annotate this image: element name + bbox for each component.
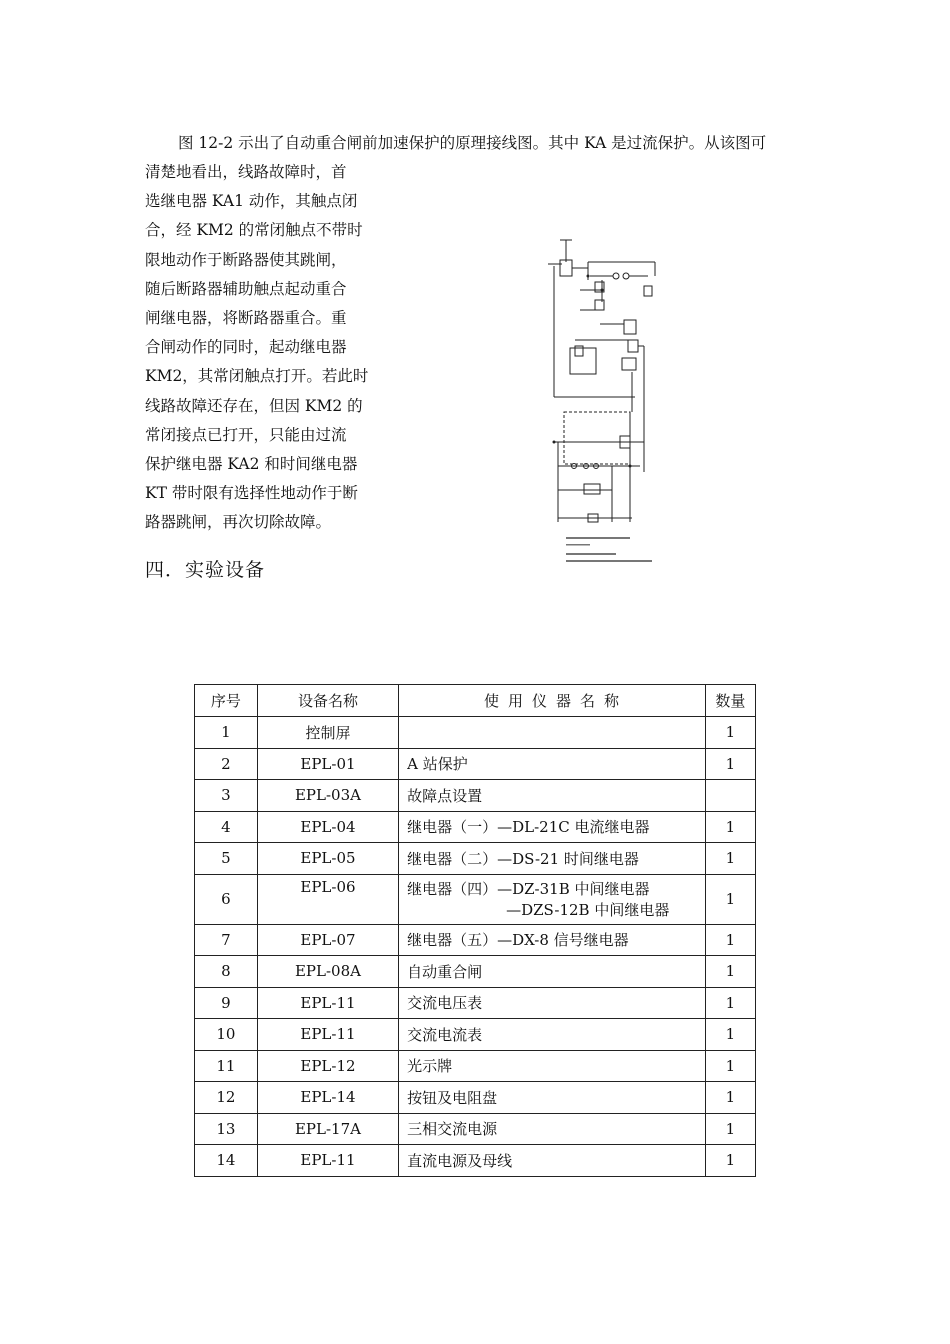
table-row <box>195 1113 756 1145</box>
cell-device: EPL-04 <box>257 811 398 843</box>
cell-device: EPL-11 <box>257 1019 398 1051</box>
paragraph-line: 限地动作于断路器使其跳闸， <box>145 250 347 269</box>
cell-device: EPL-07 <box>257 924 398 956</box>
cell-instrument: 继电器（二）—DS-21 时间继电器 <box>399 843 706 875</box>
cell-no: 3 <box>195 780 258 812</box>
section-heading: 四．实验设备 <box>145 559 266 581</box>
cell-device: EPL-03A <box>257 780 398 812</box>
cell-device: EPL-08A <box>257 956 398 988</box>
paragraph-body <box>145 158 385 538</box>
cell-instrument: 三相交流电源 <box>399 1113 706 1145</box>
paragraph-line: 常闭接点已打开，只能由过流 <box>145 425 347 444</box>
paragraph-line: 清楚地看出，线路故障时，首 <box>145 163 347 181</box>
cell-no: 5 <box>195 843 258 875</box>
cell-qty: 1 <box>705 1019 755 1051</box>
cell-qty: 1 <box>705 987 755 1019</box>
cell-no: 2 <box>195 748 258 780</box>
table-row <box>195 924 756 956</box>
cell-no: 14 <box>195 1145 258 1177</box>
header-instrument: 使用仪器名称 <box>399 685 706 717</box>
wiring-diagram-figure <box>540 232 675 587</box>
paragraph-line: 随后断路器辅助触点起动重合 <box>145 279 347 298</box>
cell-qty: 1 <box>705 1113 755 1145</box>
cell-device: EPL-12 <box>257 1050 398 1082</box>
paragraph-line: 保护继电器 KA2 和时间继电器 <box>145 455 358 474</box>
cell-qty: 1 <box>705 1082 755 1114</box>
cell-qty: 1 <box>705 924 755 956</box>
cell-qty: 1 <box>705 811 755 843</box>
cell-no: 11 <box>195 1050 258 1082</box>
header-device: 设备名称 <box>257 685 398 717</box>
cell-instrument: 继电器（五）—DX-8 信号继电器 <box>399 924 706 956</box>
cell-instrument: 故障点设置 <box>399 780 706 812</box>
table-row <box>195 1019 756 1051</box>
cell-instrument: 交流电压表 <box>399 987 706 1019</box>
table-row <box>195 1050 756 1082</box>
cell-device: EPL-05 <box>257 843 398 875</box>
cell-no: 13 <box>195 1113 258 1145</box>
paragraph-line: 合闸动作的同时，起动继电器 <box>145 338 347 357</box>
paragraph-line: 合，经 KM2 的常闭触点不带时 <box>145 221 363 240</box>
table-row <box>195 780 756 812</box>
cell-instrument: 光示牌 <box>399 1050 706 1082</box>
table-row <box>195 1145 756 1177</box>
cell-device: EPL-11 <box>257 987 398 1019</box>
cell-device: EPL-11 <box>257 1145 398 1177</box>
cell-no: 7 <box>195 924 258 956</box>
table-header-row <box>195 685 756 717</box>
cell-no: 12 <box>195 1082 258 1114</box>
table-row <box>195 717 756 749</box>
cell-instrument: 直流电源及母线 <box>399 1145 706 1177</box>
table-row <box>195 843 756 875</box>
cell-device: EPL-14 <box>257 1082 398 1114</box>
cell-no: 8 <box>195 956 258 988</box>
table-row <box>195 748 756 780</box>
paragraph-line: KT 带时限有选择性地动作于断 <box>145 484 358 503</box>
cell-device: EPL-01 <box>257 748 398 780</box>
cell-qty: 1 <box>705 748 755 780</box>
cell-no: 4 <box>195 811 258 843</box>
cell-no: 10 <box>195 1019 258 1051</box>
table-row <box>195 1082 756 1114</box>
cell-qty: 1 <box>705 717 755 749</box>
cell-qty: 1 <box>705 1145 755 1177</box>
cell-device: EPL-17A <box>257 1113 398 1145</box>
cell-instrument <box>399 874 706 924</box>
cell-instrument: A 站保护 <box>399 748 706 780</box>
cell-device: EPL-06 <box>257 874 398 924</box>
cell-instrument: 继电器（一）—DL-21C 电流继电器 <box>399 811 706 843</box>
table-row <box>195 956 756 988</box>
cell-no: 1 <box>195 717 258 749</box>
cell-qty: 1 <box>705 956 755 988</box>
table-row <box>195 874 756 924</box>
cell-device: 控制屏 <box>257 717 398 749</box>
cell-qty: 1 <box>705 1050 755 1082</box>
cell-qty <box>705 780 755 812</box>
wiring-diagram <box>540 232 675 587</box>
equipment-table <box>194 684 756 1177</box>
paragraph-line: 路器跳闸，再次切除故障。 <box>145 513 332 532</box>
cell-no: 9 <box>195 987 258 1019</box>
paragraph-line: KM2，其常闭触点打开。若此时 <box>145 367 369 386</box>
cell-no: 6 <box>195 874 258 924</box>
cell-instrument: 自动重合闸 <box>399 956 706 988</box>
header-qty: 数量 <box>705 685 755 717</box>
cell-instrument-line1: 继电器（四）—DZ-31B 中间继电器 <box>407 880 650 898</box>
cell-qty: 1 <box>705 843 755 875</box>
paragraph-line: 选继电器 KA1 动作，其触点闭 <box>145 192 358 211</box>
paragraph-first-line-text: 图 12-2 示出了自动重合闸前加速保护的原理接线图。其中 KA 是过流保护。从该图可 <box>178 134 767 152</box>
header-no: 序号 <box>195 685 258 717</box>
paragraph-line: 闸继电器，将断路器重合。重 <box>145 309 347 328</box>
paragraph-first-line <box>145 128 825 158</box>
table-row <box>195 987 756 1019</box>
cell-instrument <box>399 717 706 749</box>
paragraph-line: 线路故障还存在，但因 KM2 的 <box>145 396 363 415</box>
cell-qty: 1 <box>705 874 755 924</box>
cell-instrument-line2: —DZS-12B 中间继电器 <box>506 901 670 919</box>
cell-instrument: 按钮及电阻盘 <box>399 1082 706 1114</box>
cell-instrument: 交流电流表 <box>399 1019 706 1051</box>
table-row <box>195 811 756 843</box>
